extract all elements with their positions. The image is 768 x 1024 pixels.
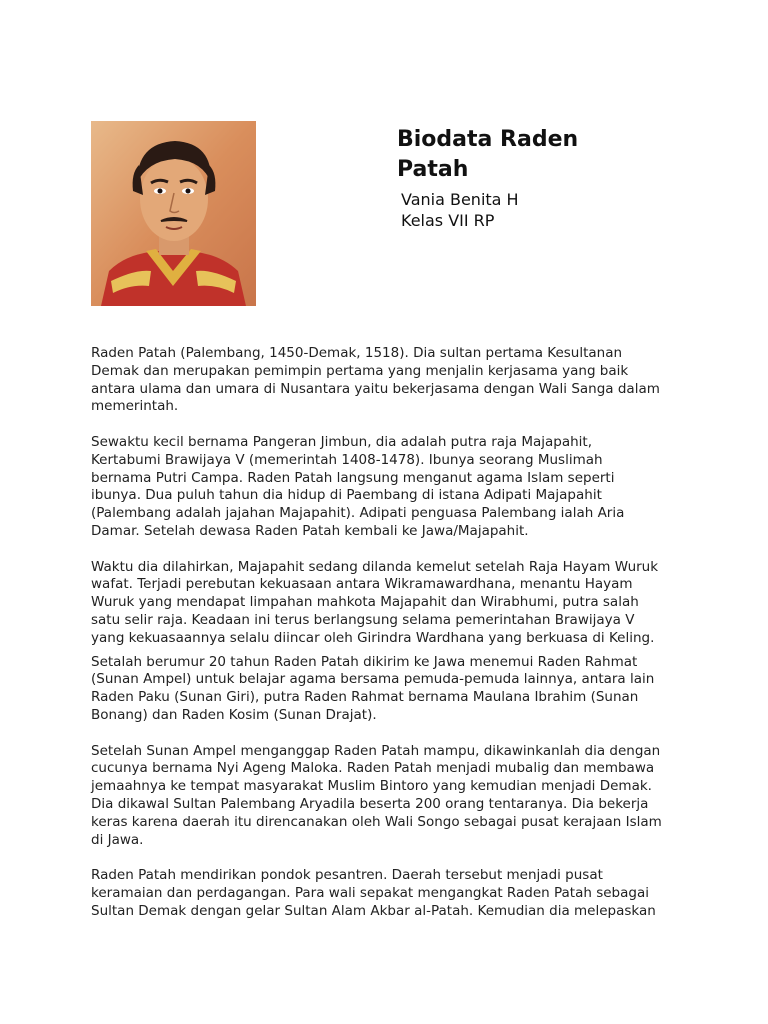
author-block <box>401 189 519 231</box>
author-class: Kelas VII RP <box>401 211 495 230</box>
text-line: Raden Paku (Sunan Giri), putra Raden Rahmat bernama Maulana Ibrahim (Sunan <box>91 689 639 706</box>
paragraph-1 <box>91 345 681 416</box>
text-line: jemaahnya ke tempat masyarakat Muslim Bintoro yang kemudian menjadi Demak. <box>91 778 652 795</box>
text-line: Setelah Sunan Ampel menganggap Raden Patah mampu, dikawinkanlah dia dengan <box>91 742 661 759</box>
body-text <box>91 345 681 938</box>
text-line: Sultan Demak dengan gelar Sultan Alam Akbar al-Patah. Kemudian dia melepaskan <box>91 902 656 919</box>
text-line: Raden Patah mendirikan pondok pesantren. Daerah tersebut menjadi pusat <box>91 867 603 884</box>
text-line: yang kekuasaannya selalu diincar oleh Girindra Wardhana yang berkuasa di Keling. <box>91 629 655 646</box>
text-line: Damar. Setelah dewasa Raden Patah kembali ke Jawa/Majapahit. <box>91 522 529 539</box>
paragraph-4 <box>91 654 681 725</box>
paragraph-6 <box>91 867 681 920</box>
text-line: Wuruk yang mendapat limpahan mahkota Majapahit dan Wirabhumi, putra salah <box>91 594 639 611</box>
paragraph-2 <box>91 434 681 541</box>
portrait-image <box>91 121 256 306</box>
text-line: Dia dikawal Sultan Palembang Aryadila beserta 200 orang tentaranya. Dia bekerja <box>91 795 649 812</box>
text-line: Waktu dia dilahirkan, Majapahit sedang dilanda kemelut setelah Raja Hayam Wuruk <box>91 558 659 575</box>
text-line: Setalah berumur 20 tahun Raden Patah dikirim ke Jawa menemui Raden Rahmat <box>91 653 638 670</box>
text-line: Kertabumi Brawijaya V (memerintah 1408-1478). Ibunya seorang Muslimah <box>91 451 603 468</box>
text-line: di Jawa. <box>91 831 144 848</box>
text-line: bernama Putri Campa. Raden Patah langsung menganut agama Islam seperti <box>91 469 615 486</box>
text-line: (Sunan Ampel) untuk belajar agama bersama pemuda-pemuda lainnya, antara lain <box>91 671 655 688</box>
text-line: keras karena daerah itu direncanakan oleh Wali Songo sebagai pusat kerajaan Islam <box>91 813 662 830</box>
portrait-raden-patah-icon <box>91 121 256 306</box>
text-line: memerintah. <box>91 398 179 415</box>
text-line: wafat. Terjadi perebutan kekuasaan antara Wikramawardhana, menantu Hayam <box>91 576 633 593</box>
text-line: antara ulama dan umara di Nusantara yaitu bekerjasama dengan Wali Sanga dalam <box>91 380 660 397</box>
text-line: keramaian dan perdagangan. Para wali sepakat mengangkat Raden Patah sebagai <box>91 884 649 901</box>
paragraph-5 <box>91 743 681 850</box>
author-name: Vania Benita H <box>401 190 519 209</box>
text-line: ibunya. Dua puluh tahun dia hidup di Paembang di istana Adipati Majapahit <box>91 487 602 504</box>
text-line: Demak dan merupakan pemimpin pertama yang menjalin kerjasama yang baik <box>91 362 629 379</box>
document-title: Biodata Raden Patah <box>397 127 579 182</box>
text-line: Bonang) dan Raden Kosim (Sunan Drajat). <box>91 706 377 723</box>
paragraph-3 <box>91 559 681 648</box>
text-line: (Palembang adalah jajahan Majapahit). Adipati penguasa Palembang ialah Aria <box>91 505 625 522</box>
text-line: Raden Patah (Palembang, 1450-Demak, 1518). Dia sultan pertama Kesultanan <box>91 345 623 361</box>
text-line: cucunya bernama Nyi Ageng Maloka. Raden Patah menjadi mubalig dan membawa <box>91 760 655 777</box>
text-line: Sewaktu kecil bernama Pangeran Jimbun, dia adalah putra raja Majapahit, <box>91 433 593 450</box>
text-line: satu selir raja. Keadaan ini terus berlangsung selama pemerintahan Brawijaya V <box>91 611 635 628</box>
